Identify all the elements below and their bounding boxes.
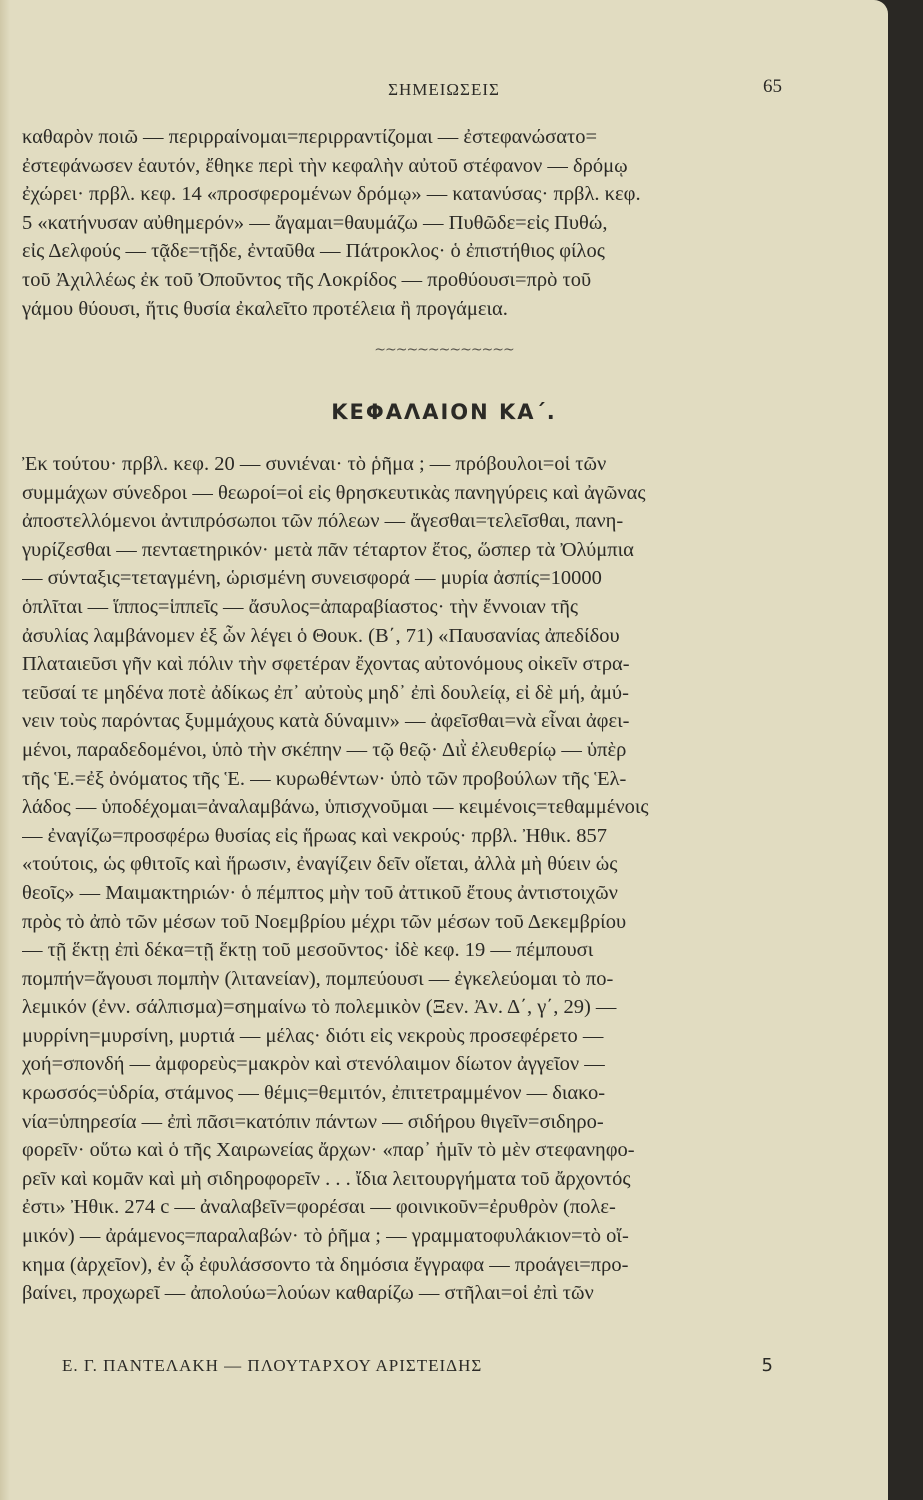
- text-line: λεμικόν (ἐνν. σάλπισμα)=σημαίνω τὸ πολεμικὸν (Ξεν. Ἀν. Δ΄, γ΄, 29) —: [22, 996, 617, 1019]
- text-line: φορεῖν· οὕτω καὶ ὁ τῆς Χαιρωνείας ἄρχων· «παρ᾽ ἡμῖν τὸ μὲν στεφανηφο-: [22, 1139, 635, 1162]
- text-line: νειν τοὺς παρόντας ξυμμάχους κατὰ δύναμιν» — ἀφεῖσθαι=νὰ εἶναι ἀφει-: [22, 710, 630, 733]
- text-line: ἐστεφάνωσεν ἑαυτόν, ἔθηκε περὶ τὴν κεφαλὴν αὐτοῦ στέφανον — δρόμῳ: [22, 154, 628, 177]
- footer-sheet-number: 5: [761, 1355, 773, 1376]
- text-line: χοή=σπονδή — ἀμφορεὺς=μακρὸν καὶ στενόλαιμον δίωτον ἀγγεῖον —: [22, 1053, 605, 1076]
- text-line: ἐστι» Ἠθικ. 274 c — ἀναλαβεῖν=φορέσαι — φοινικοῦν=ἐρυθρὸν (πολε-: [22, 1196, 616, 1219]
- text-line: μυρρίνη=μυρσίνη, μυρτιά — μέλας· διότι εἰς νεκροὺς προσεφέρετο —: [22, 1024, 604, 1047]
- text-line: ὁπλῖται — ἵππος=ἱππεῖς — ἄσυλος=ἀπαραβίαστος· τὴν ἔννοιαν τῆς: [22, 595, 579, 618]
- text-line: μικόν) — ἀράμενος=παραλαβών· τὸ ῥῆμα ; — γραμματοφυλάκιον=τὸ οἴ-: [22, 1225, 629, 1248]
- text-line: ἐχώρει· πρβλ. κεφ. 14 «προσφερομένων δρόμῳ» — κατανύσας· πρβλ. κεφ.: [22, 183, 641, 206]
- footer-signature: Ε. Γ. ΠΑΝΤΕΛΑΚΗ — ΠΛΟΥΤΑΡΧΟΥ ΑΡΙΣΤΕΙΔΗΣ: [62, 1356, 483, 1375]
- text-line: νία=ὑπηρεσία — ἐπὶ πᾶσι=κατόπιν πάντων — σιδήρου θιγεῖν=σιδηρο-: [22, 1110, 604, 1133]
- text-line: Πλαταιεῦσι γῆν καὶ πόλιν τὴν σφετέραν ἔχοντας αὐτονόμους οἰκεῖν στρα-: [22, 653, 630, 676]
- text-line: — τῇ ἕκτῃ ἐπὶ δέκα=τῇ ἕκτῃ τοῦ μεσοῦντος· ἰδὲ κεφ. 19 — πέμπουσι: [22, 939, 594, 962]
- text-line: βαίνει, προχωρεῖ — ἀπολούω=λούων καθαρίζω — στῆλαι=οἱ ἐπὶ τῶν: [22, 1282, 594, 1305]
- text-line: γάμου θύουσι, ἥτις θυσία ἐκαλεῖτο προτέλεια ἢ προγάμεια.: [22, 297, 508, 320]
- text-line: κημα (ἀρχεῖον), ἐν ᾧ ἐφυλάσσοντο τὰ δημόσια ἔγγραφα — προάγει=προ-: [22, 1253, 629, 1276]
- text-line: τῆς Ἑ.=ἐξ ὀνόματος τῆς Ἑ. — κυρωθέντων· ὑπὸ τῶν προβούλων τῆς Ἑλ-: [22, 767, 627, 790]
- notes-chapter-paragraph: [22, 450, 786, 1308]
- text-line: καθαρὸν ποιῶ — περιρραίνομαι=περιρραντίζομαι — ἐστεφανώσατο=: [22, 126, 598, 148]
- text-line: — ἐναγίζω=προσφέρω θυσίας εἰς ἥρωας καὶ νεκρούς· πρβλ. Ἠθικ. 857: [22, 824, 608, 847]
- page-number: 65: [763, 76, 782, 97]
- text-line: ἀσυλίας λαμβάνομεν ἐξ ὧν λέγει ὁ Θουκ. (Β΄, 71) «Παυσανίας ἀπεδίδου: [22, 624, 620, 647]
- ornamental-divider: ~~~~~~~~~~~~~: [374, 342, 514, 358]
- text-line: μένοι, παραδεδομένοι, ὑπὸ τὴν σκέπην — τῷ θεῷ· Διῒ ἐλευθερίῳ — ὑπὲρ: [22, 738, 627, 761]
- text-line: πομπήν=ἄγουσι πομπὴν (λιτανείαν), πομπεύουσι — ἐγκελεύομαι τὸ πο-: [22, 967, 614, 990]
- running-title: ΣΗΜΕΙΩΣΕΙΣ: [388, 80, 500, 99]
- notes-top-paragraph: [22, 123, 786, 323]
- text-line: πρὸς τὸ ἀπὸ τῶν μέσων τοῦ Νοεμβρίου μέχρι τῶν μέσων τοῦ Δεκεμβρίου: [22, 910, 627, 933]
- text-line: γυρίζεσθαι — πενταετηρικόν· μετὰ πᾶν τέταρτον ἔτος, ὥσπερ τὰ Ὀλύμπια: [22, 538, 634, 561]
- text-line: ἀποστελλόμενοι ἀντιπρόσωποι τῶν πόλεων — ἄγεσθαι=τελεῖσθαι, πανη-: [22, 510, 624, 533]
- text-line: 5 «κατήνυσαν αὐθημερόν» — ἄγαμαι=θαυμάζω — Πυθῶδε=εἰς Πυθώ,: [22, 211, 608, 234]
- text-line: τεῦσαί τε μηδένα ποτὲ ἀδίκως ἐπ᾽ αὐτοὺς μηδ᾽ ἐπὶ δουλείᾳ, εἰ δὲ μή, ἀμύ-: [22, 681, 629, 704]
- text-line: Ἐκ τούτου· πρβλ. κεφ. 20 — συνιέναι· τὸ ῥῆμα ; — πρόβουλοι=οἱ τῶν: [22, 453, 607, 475]
- text-line: εἰς Δελφούς — τᾷδε=τῇδε, ἐνταῦθα — Πάτροκλος· ὁ ἐπιστήθιος φίλος: [22, 240, 605, 263]
- text-line: ρεῖν καὶ κομᾶν καὶ μὴ σιδηροφορεῖν . . . ἴδια λειτουργήματα τοῦ ἄρχοντός: [22, 1167, 631, 1190]
- text-line: λάδος — ὑποδέχομαι=ἀναλαμβάνω, ὑπισχνοῦμαι — κειμένοις=τεθαμμένοις: [22, 796, 649, 819]
- chapter-title: ΚΕΦΑΛΑΙΟΝ ΚΑ΄.: [331, 400, 557, 424]
- page-binding-edge: [0, 0, 10, 1500]
- text-line: θεοῖς» — Μαιμακτηριών· ὁ πέμπτος μὴν τοῦ ἀττικοῦ ἔτους ἀντιστοιχῶν: [22, 881, 618, 904]
- text-line: κρωσσός=ὑδρία, στάμνος — θέμις=θεμιτόν, ἐπιτετραμμένον — διακο-: [22, 1082, 606, 1105]
- text-line: συμμάχων σύνεδροι — θεωροί=οἱ εἰς θρησκευτικὰς πανηγύρεις καὶ ἀγῶνας: [22, 481, 646, 504]
- text-line: — σύνταξις=τεταγμένη, ὡρισμένη συνεισφορά — μυρία ἀσπίς=10000: [22, 567, 602, 590]
- text-line: «τούτοις, ὡς φθιτοῖς καὶ ἥρωσιν, ἐναγίζειν δεῖν οἴεται, ἀλλὰ μὴ θύειν ὡς: [22, 853, 618, 876]
- text-line: τοῦ Ἀχιλλέως ἐκ τοῦ Ὀποῦντος τῆς Λοκρίδος — προθύουσι=πρὸ τοῦ: [22, 268, 592, 291]
